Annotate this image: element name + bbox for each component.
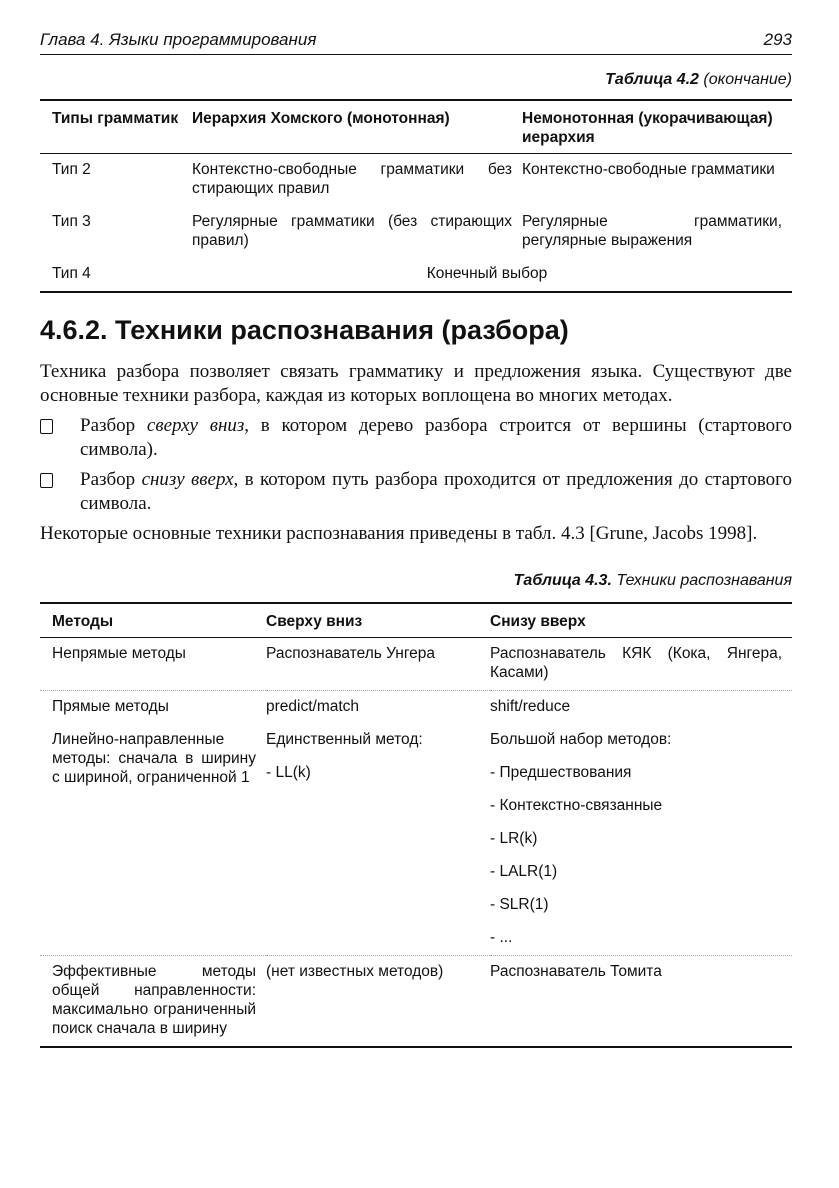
bottom-up-cell: shift/reduce [490, 698, 571, 715]
nonmonotonic-cell: Регулярные грамматики, регулярные выражения [522, 213, 782, 249]
header-methods: Методы [40, 603, 266, 638]
table-4-2-caption-note: (окончание) [703, 71, 792, 88]
header-bottom-up: Снизу вверх [490, 603, 792, 638]
table-4-3-caption [40, 572, 792, 590]
bottom-up-cell: Распознаватель Томита [490, 963, 662, 980]
method-cell: Прямые методы [52, 698, 169, 715]
list-item [40, 414, 792, 462]
list-item: - SLR(1) [490, 896, 549, 913]
list-item: Большой набор методов: [490, 731, 672, 748]
table-row [40, 638, 792, 691]
list-item: - LR(k) [490, 830, 538, 847]
table-row [40, 691, 792, 725]
chapter-title: Глава 4. Языки программирования [40, 30, 317, 49]
chomsky-cell: Контекстно-свободные грамматики без стирающих правил [192, 161, 512, 197]
header-nonmonotonic-hierarchy: Немонотонная (укорачивающая) иерархия [522, 100, 792, 154]
grammar-type: Тип 2 [52, 161, 91, 178]
list-item: Единственный метод: [266, 731, 423, 748]
table-row [40, 258, 792, 292]
header-top-down: Сверху вниз [266, 603, 490, 638]
list-item: - LL(k) [266, 764, 311, 781]
table-header-row [40, 603, 792, 638]
list-item: - Предшествования [490, 764, 632, 781]
bottom-up-cell: Распознаватель КЯК (Кока, Янгера, Касами) [490, 638, 792, 691]
header-chomsky-hierarchy: Иерархия Хомского (монотонная) [192, 100, 522, 154]
section-heading: 4.6.2. Техники распознавания (разбора) [40, 315, 569, 345]
list-item [40, 468, 792, 516]
nonmonotonic-cell: Контекстно-свободные грамматики [522, 161, 775, 178]
checkbox-bullet-icon [40, 468, 80, 516]
table-4-3-caption-label: Таблица 4.3. [513, 572, 612, 589]
running-head [40, 30, 792, 55]
top-down-cell: predict/match [266, 698, 360, 715]
grammar-type: Тип 4 [52, 265, 91, 282]
chomsky-cell: Регулярные грамматики (без стирающих правил) [192, 213, 512, 249]
bottom-up-cell [490, 724, 792, 956]
top-down-cell [266, 724, 490, 956]
merged-cell: Конечный выбор [426, 265, 548, 282]
table-4-3 [40, 602, 792, 1048]
emphasis: сверху вниз [146, 415, 245, 436]
table-4-3-caption-title: Техники распознавания [616, 572, 792, 589]
emphasis: снизу вверх [141, 469, 234, 490]
table-row [40, 154, 792, 207]
top-down-cell: (нет известных методов) [266, 963, 444, 980]
header-grammar-types: Типы грамматик [40, 100, 192, 154]
page-number: 293 [763, 30, 792, 49]
checkbox-bullet-icon [40, 414, 80, 462]
top-down-cell: Распознаватель Унгера [266, 638, 490, 691]
bullet-text: Разбор снизу вверх, в котором путь разбора проходится от предложения до стартового символа. [80, 469, 792, 514]
list-item: - ... [490, 929, 513, 946]
list-item: - Контекстно-связанные [490, 797, 663, 814]
method-cell: Линейно-направленные методы: сначала в ширину с шириной, ограниченной 1 [40, 724, 266, 956]
table-4-2 [40, 99, 792, 293]
table-4-2-caption-label: Таблица 4.2 [605, 71, 699, 88]
table-row [40, 206, 792, 258]
table-header-row [40, 100, 792, 154]
intro-paragraph: Техника разбора позволяет связать грамматику и предложения языка. Существуют две основные техники разбора, каждая из которых воплощена во многих методах. [40, 361, 792, 406]
table-row [40, 724, 792, 956]
list-item: - LALR(1) [490, 863, 558, 880]
bullet-text: Разбор сверху вниз, в котором дерево разбора строится от вершины (стартового символа). [80, 415, 792, 460]
outro-paragraph: Некоторые основные техники распознавания приведены в табл. 4.3 [Grune, Jacobs 1998]. [40, 523, 758, 544]
book-page [40, 30, 792, 1048]
method-cell: Непрямые методы [40, 638, 266, 691]
method-cell: Эффективные методы общей направленности: максимально ограниченный поиск сначала в ширину [52, 963, 256, 1037]
grammar-type: Тип 3 [52, 213, 91, 230]
table-row [40, 956, 792, 1048]
table-4-2-caption [40, 71, 792, 89]
